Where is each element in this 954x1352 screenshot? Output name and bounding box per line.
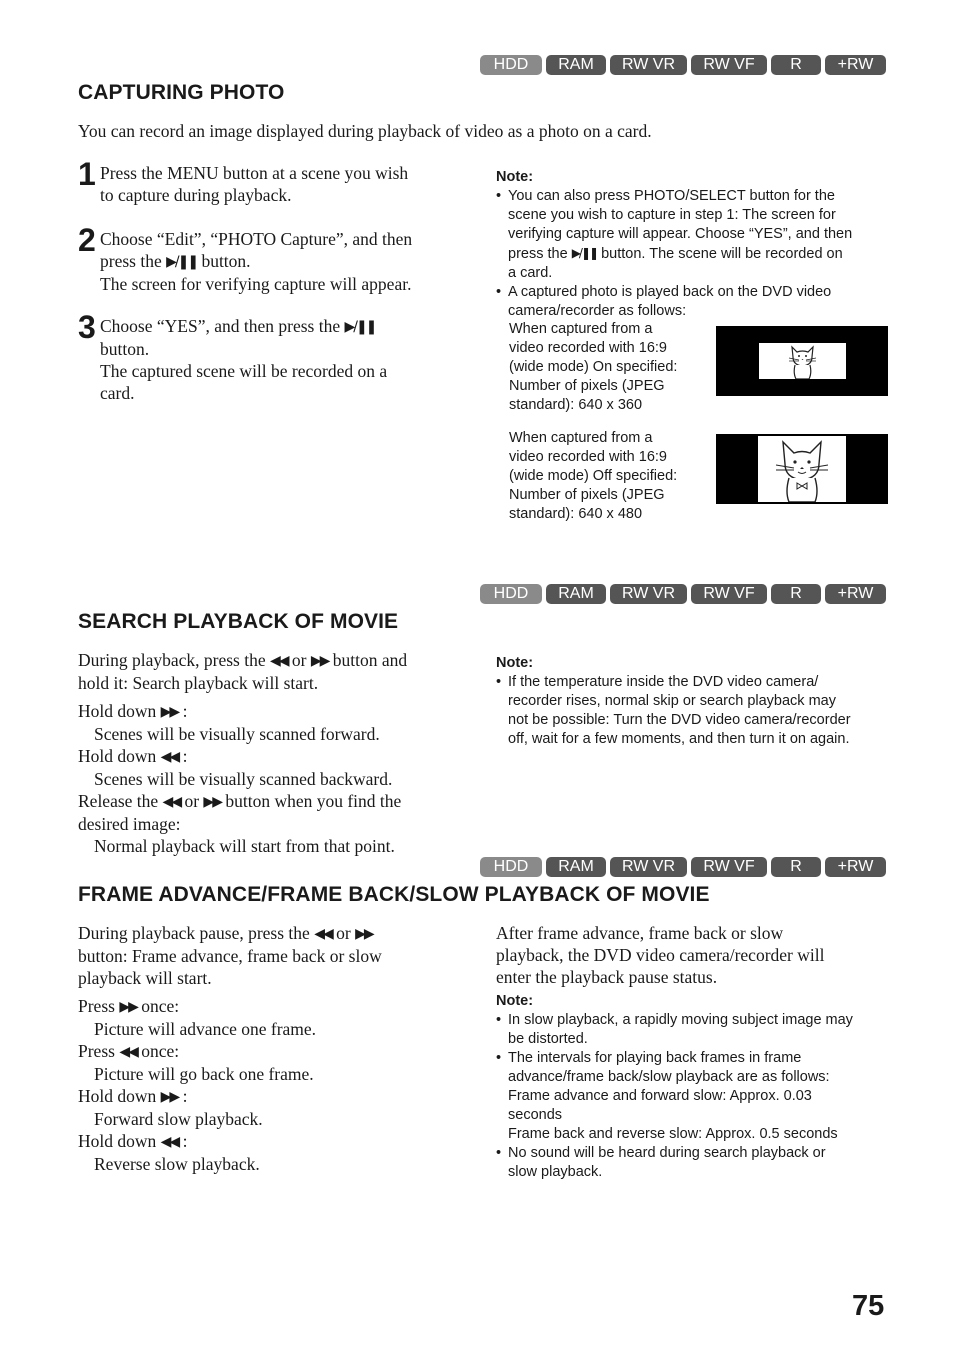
badge-r: R [771, 857, 821, 877]
note-item: • You can also press PHOTO/SELECT button for the scene you wish to capture in step 1: The screen for verifying capture will appear. Choose “YES”, and then press the ▶/❚❚ button. The scene will be recorded on a card. [496, 187, 896, 283]
step-text: Choose “Edit”, “PHOTO Capture”, and then [100, 229, 413, 249]
rewind-icon: ◀◀ [119, 1044, 137, 1060]
fast-forward-icon: ▶▶ [160, 704, 179, 720]
captured-image-normal [758, 436, 846, 502]
play-pause-icon: ▶/❚❚ [344, 319, 376, 335]
badge-hdd: HDD [480, 55, 542, 75]
captured-image-wide [759, 343, 846, 379]
badge-rw-vf: RW VF [691, 857, 767, 877]
badge-rw-vf: RW VF [691, 584, 767, 604]
fast-forward-icon: ▶▶ [310, 653, 329, 669]
cat-icon [759, 343, 846, 379]
rewind-icon: ◀◀ [269, 653, 288, 669]
capture-notes: Note: • You can also press PHOTO/SELECT button for the scene you wish to capture in step 1: The screen for verifying capture will appear. Choose “YES”, and then press the ▶/❚❚ button. The scene will be recorded on a card. • A captured photo is played back on the DVD video camera/recorder as follows: [496, 168, 896, 321]
play-pause-icon: ▶/❚❚ [571, 246, 598, 260]
rewind-icon: ◀◀ [162, 794, 181, 810]
tv-screen-normal-illustration [716, 434, 888, 504]
cat-icon [758, 436, 846, 502]
note-item: • In slow playback, a rapidly moving subject image may be distorted. [496, 1011, 896, 1049]
step-text: The screen for verifying capture will appear. [100, 274, 412, 294]
badge-r: R [771, 55, 821, 75]
step-text: press the [100, 251, 162, 271]
badge-plus-rw: +RW [825, 55, 886, 75]
badge-ram: RAM [546, 584, 606, 604]
note-label: Note [496, 655, 529, 671]
search-instructions: During playback, press the ◀◀ or ▶▶ button and hold it: Search playback will start. Hold down ▶▶ : Scenes will be visually scanned forward. Hold down ◀◀ : Scenes will be visually scanned backward. Release the ◀◀ or ▶▶ button when you find the desired image: Normal playback will start from that point. [78, 650, 408, 856]
step-text: The captured scene will be recorded on a [100, 361, 388, 381]
section-title-capturing-photo: CAPTURING PHOTO [78, 81, 285, 104]
step-number: 2 [78, 222, 96, 258]
fast-forward-icon: ▶▶ [160, 1089, 179, 1105]
badge-r: R [771, 584, 821, 604]
badge-ram: RAM [546, 55, 606, 75]
step-1 [78, 156, 468, 206]
rewind-icon: ◀◀ [160, 1134, 179, 1150]
step-3 [78, 309, 468, 404]
step-number: 3 [78, 309, 96, 345]
section-title-search-playback: SEARCH PLAYBACK OF MOVIE [78, 610, 399, 633]
step-text: Press the MENU button at a scene you wish [100, 163, 409, 183]
rewind-icon: ◀◀ [314, 926, 332, 942]
badge-ram: RAM [546, 857, 606, 877]
fast-forward-icon: ▶▶ [119, 999, 137, 1015]
frame-pause-status: After frame advance, frame back or slow playback, the DVD video camera/recorder will enter the playback pause status. [496, 923, 825, 987]
disc-type-badges [480, 857, 886, 877]
frame-notes: Note: • In slow playback, a rapidly moving subject image may be distorted. • The intervals for playing back frames in frame advance/frame back/slow playback are as follows: Frame advance and forward slow: Approx. 0.03 seconds Frame back and reverse slow: Approx. 0.5 seconds • No sound will be heard during search playback or slow playback. [496, 992, 896, 1182]
disc-type-badges [480, 55, 886, 75]
step-2 [78, 222, 468, 295]
note-label: Note [496, 993, 529, 1009]
step-text: to capture during playback. [100, 185, 292, 205]
fast-forward-icon: ▶▶ [203, 794, 221, 810]
note-item: • If the temperature inside the DVD video camera/ recorder rises, normal skip or search playback may not be possible: Turn the DVD video camera/recorder off, wait for a few moments, and then turn it on again. [496, 673, 896, 749]
step-text: button. [100, 339, 150, 359]
page-number: 75 [852, 1290, 885, 1322]
disc-type-badges [480, 584, 886, 604]
badge-rw-vr: RW VR [610, 55, 687, 75]
badge-rw-vf: RW VF [691, 55, 767, 75]
badge-plus-rw: +RW [825, 584, 886, 604]
section-title-frame-advance: FRAME ADVANCE/FRAME BACK/SLOW PLAYBACK OF MOVIE [78, 883, 710, 906]
fast-forward-icon: ▶▶ [355, 926, 373, 942]
step-number: 1 [78, 156, 96, 192]
frame-instructions: During playback pause, press the ◀◀ or ▶▶ button: Frame advance, frame back or slow playback will start. Press ▶▶ once: Picture will advance one frame. Press ◀◀ once: Picture will go back one frame. Hold down ▶▶ : Forward slow playback. Hold down ◀◀ : Reverse slow playback. [78, 923, 382, 1174]
search-notes: Note: • If the temperature inside the DVD video camera/ recorder rises, normal skip or search playback may not be possible: Turn the DVD video camera/recorder off, wait for a few moments, and then turn it on again. [496, 654, 896, 749]
rewind-icon: ◀◀ [160, 749, 179, 765]
tv-screen-wide-illustration [716, 326, 888, 396]
badge-hdd: HDD [480, 857, 542, 877]
badge-hdd: HDD [480, 584, 542, 604]
note-item: • The intervals for playing back frames in frame advance/frame back/slow playback are as follows: Frame advance and forward slow: Approx. 0.03 seconds Frame back and reverse slow: Approx. 0.5 seconds [496, 1049, 896, 1144]
badge-rw-vr: RW VR [610, 584, 687, 604]
capture-intro: You can record an image displayed during playback of video as a photo on a card. [78, 121, 652, 141]
note-label: Note [496, 169, 529, 185]
step-text: button. [201, 251, 251, 271]
badge-plus-rw: +RW [825, 857, 886, 877]
note-item: • A captured photo is played back on the DVD video camera/recorder as follows: [496, 283, 896, 321]
badge-rw-vr: RW VR [610, 857, 687, 877]
example-wide-mode-on: When captured from a video recorded with 16:9 (wide mode) On specified: Number of pixels (JPEG standard): 640 x 360 [509, 321, 678, 413]
play-pause-icon: ▶/❚❚ [166, 254, 198, 270]
step-text: Choose “YES”, and then press the [100, 316, 341, 336]
example-wide-mode-off: When captured from a video recorded with 16:9 (wide mode) Off specified: Number of pixels (JPEG standard): 640 x 480 [509, 430, 678, 522]
note-item: • No sound will be heard during search playback or slow playback. [496, 1144, 896, 1182]
step-text: card. [100, 383, 135, 403]
